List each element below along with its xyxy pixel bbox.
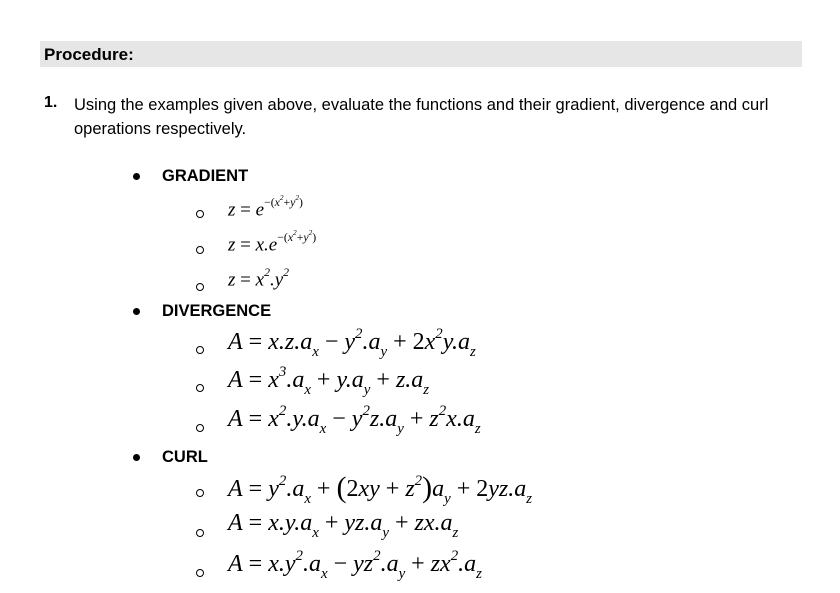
divergence-equation-2: $A = x^3.a_x + y.a_y + z.a_z$ [228, 363, 430, 398]
section-gradient-label: GRADIENT [162, 167, 249, 185]
question-number: 1. [44, 94, 58, 111]
question-text: Using the examples given above, evaluate the functions and their gradient, divergence and curl operations respectively. [74, 96, 769, 138]
curl-equation-3: $A = x.y^2.a_x - yz^2.a_y + zx^2.a_z$ [228, 547, 482, 582]
procedure-header-bar [40, 41, 802, 67]
gradient-item-2-marker [196, 246, 204, 254]
curl-item-3-marker [196, 569, 204, 577]
gradient-equation-2: $z = x.e^{-(x^2+y^2)}$ [228, 228, 317, 256]
gradient-equation-3: $z = x^2.y^2$ [228, 266, 290, 291]
divergence-equation-1: $A = x.z.a_x - y^2.a_y + 2x^2y.a_z$ [228, 325, 476, 360]
bullet-curl [133, 454, 140, 461]
divergence-item-3-marker [196, 424, 204, 432]
curl-equation-1: $A = y^2.a_x + (2xy + z^2)a_y + 2yz.a_z$ [228, 471, 533, 507]
gradient-item-3-marker [196, 283, 204, 291]
divergence-item-2-marker [196, 384, 204, 392]
curl-item-2-marker [196, 529, 204, 537]
bullet-gradient [133, 173, 140, 180]
divergence-item-1-marker [196, 346, 204, 354]
section-divergence-label: DIVERGENCE [162, 302, 272, 320]
section-curl-label: CURL [162, 448, 208, 466]
gradient-item-1-marker [196, 210, 204, 218]
procedure-heading: Procedure: [44, 45, 134, 64]
divergence-equation-3: $A = x^2.y.a_x - y^2z.a_y + z^2x.a_z$ [228, 402, 481, 437]
gradient-equation-1: $z = e^{-(x^2+y^2)}$ [228, 193, 303, 221]
curl-equation-2: $A = x.y.a_x + yz.a_y + zx.a_z$ [228, 510, 459, 541]
curl-item-1-marker [196, 489, 204, 497]
bullet-divergence [133, 308, 140, 315]
